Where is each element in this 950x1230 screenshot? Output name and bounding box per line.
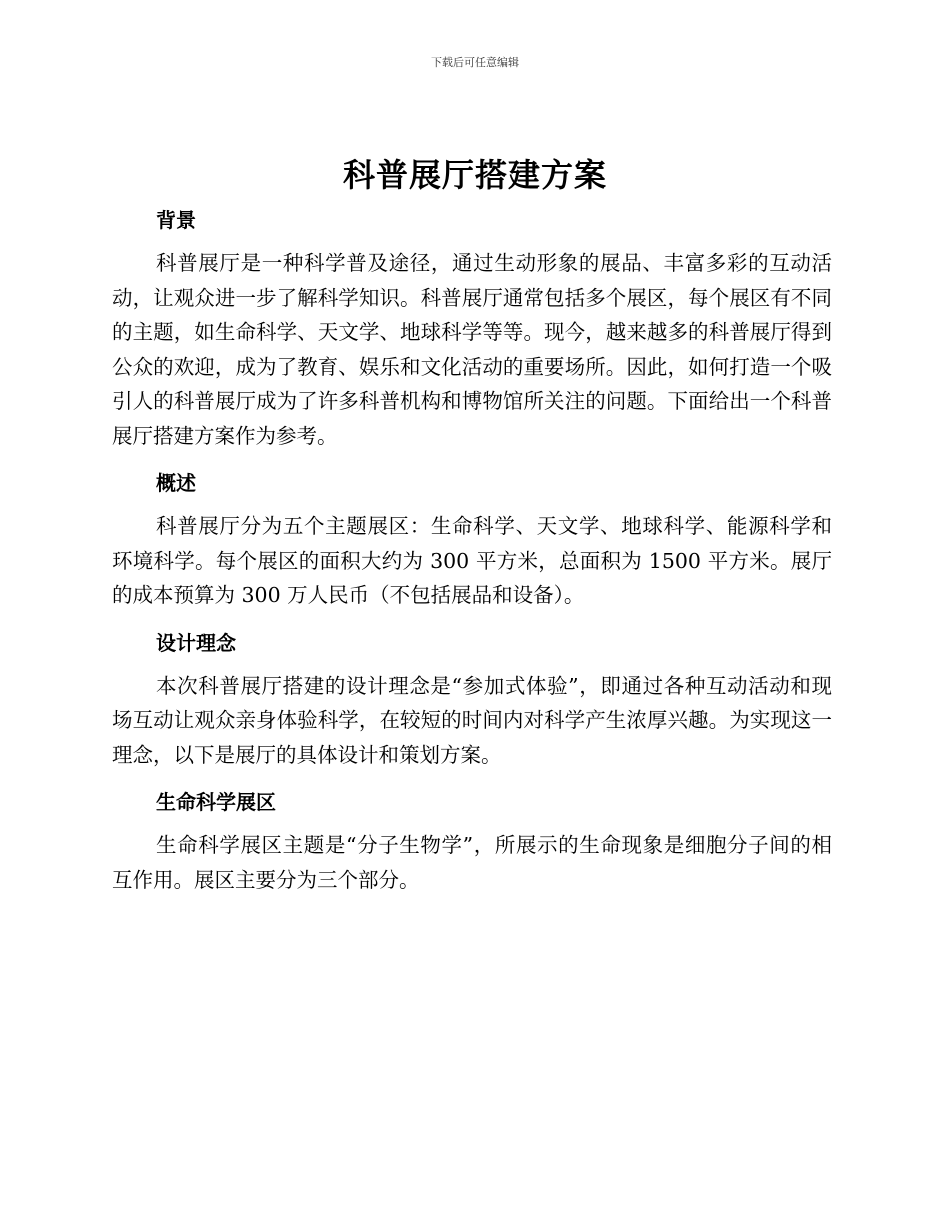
- section-background: [112, 206, 832, 469]
- document-title: 科普展厅搭建方案: [342, 156, 607, 194]
- document-body: [112, 206, 832, 897]
- section-paragraph: 科普展厅是一种科学普及途径，通过生动形象的展品、丰富多彩的互动活动，让观众进一步了解科学知识。科普展厅通常包括多个展区，每个展区有不同的主题，如生命科学、天文学、地球科学等等。现今，越来越多的科普展厅得到公众的欢迎，成为了教育、娱乐和文化活动的重要场所。因此，如何打造一个吸引人的科普展厅成为了许多科普机构和博物馆所关注的问题。下面给出一个科普展厅搭建方案作为参考。: [112, 251, 832, 448]
- section-design-concept: [112, 629, 832, 789]
- section-overview: [112, 469, 832, 629]
- header-note: 下载后可任意编辑: [431, 56, 519, 69]
- section-heading: 设计理念: [156, 630, 236, 655]
- section-heading: 概述: [156, 471, 196, 495]
- section-life-science: [112, 788, 832, 897]
- section-heading: 背景: [156, 208, 196, 232]
- section-paragraph: 生命科学展区主题是“分子生物学”，所展示的生命现象是细胞分子间的相互作用。展区主要分为三个部分。: [112, 833, 832, 892]
- section-heading: 生命科学展区: [156, 790, 276, 814]
- section-paragraph: 科普展厅分为五个主题展区：生命科学、天文学、地球科学、能源科学和环境科学。每个展区的面积大约为 300 平方米，总面积为 1500 平方米。展厅的成本预算为 300 万人民币（不包括展品和设备）。: [112, 514, 832, 607]
- section-paragraph: 本次科普展厅搭建的设计理念是“参加式体验”，即通过各种互动活动和现场互动让观众亲身体验科学，在较短的时间内对科学产生浓厚兴趣。为实现这一理念，以下是展厅的具体设计和策划方案。: [112, 673, 832, 767]
